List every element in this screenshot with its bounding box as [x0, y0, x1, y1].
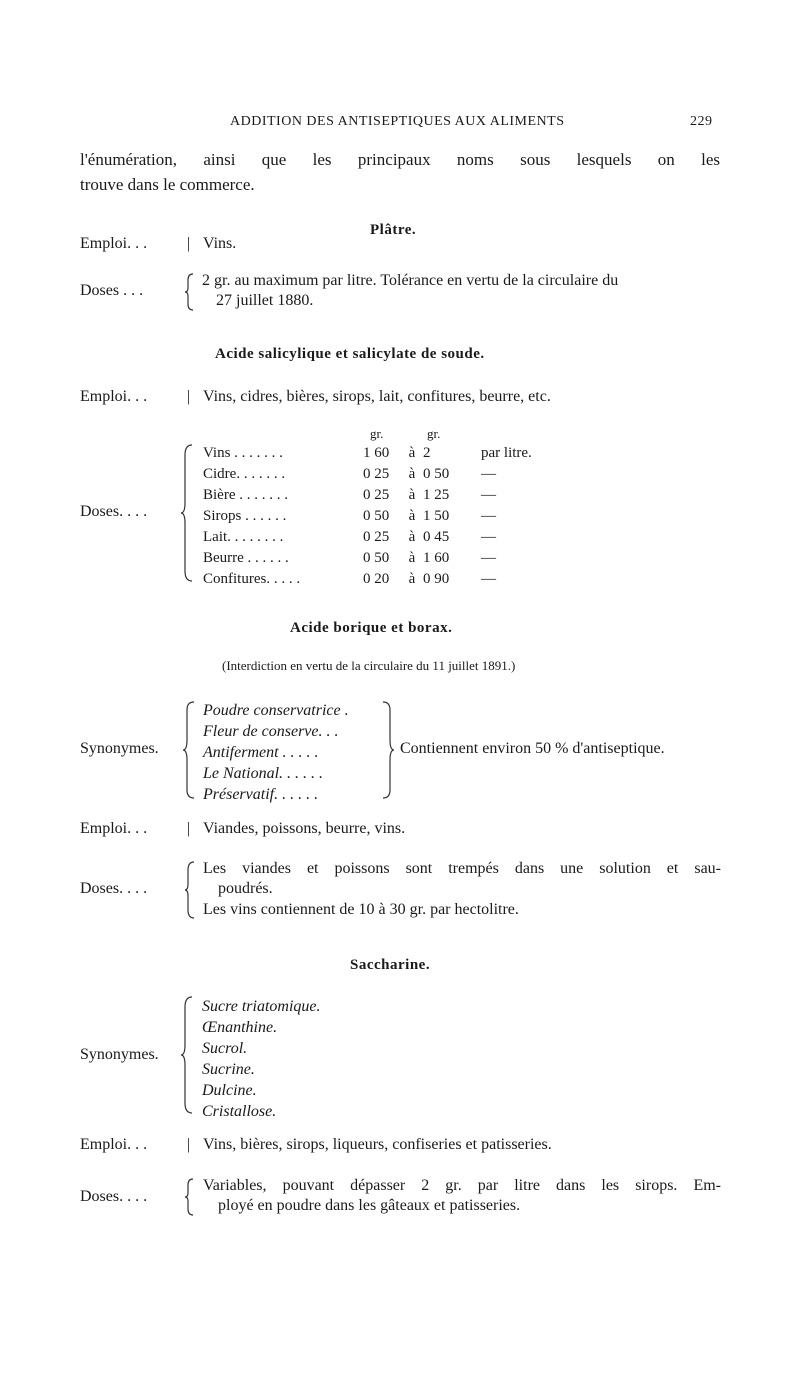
row-max: 0 50 — [423, 466, 450, 482]
synonyme-item: Le National. . . . . . — [203, 765, 324, 782]
row-min: 0 50 — [363, 550, 390, 566]
row-max: 0 90 — [423, 571, 450, 587]
synonyme-item: Sucrine. — [202, 1061, 255, 1078]
doses-table-row — [203, 527, 532, 548]
doses-table-row — [203, 443, 532, 464]
separator-bar: | — [187, 1136, 191, 1153]
synonyme-item: Sucre triatomique. — [202, 998, 321, 1015]
platre-doses-line-1: 2 gr. au maximum par litre. Tolérance en vertu de la circulaire du — [202, 272, 619, 289]
row-max: 1 50 — [423, 508, 450, 524]
row-max: 1 60 — [423, 550, 450, 566]
borique-doses-line-1: Les viandes et poissons sont trempés dans une solution et sau- — [203, 860, 721, 877]
row-name: Bière . . . . . . . — [203, 487, 288, 503]
brace-icon — [184, 860, 196, 920]
closing-brace-icon — [381, 700, 395, 800]
saccharine-synonymes-label: Synonymes. — [80, 1046, 159, 1063]
borique-doses-label: Doses. . . . — [80, 880, 148, 897]
borique-synonymes-label: Synonymes. — [80, 740, 159, 757]
doses-table — [203, 443, 532, 590]
synonyme-item: Préservatif. . . . . . — [203, 786, 319, 803]
separator-bar: | — [187, 388, 191, 405]
row-min: 0 20 — [363, 571, 390, 587]
row-suffix: — — [481, 550, 496, 566]
doses-table-row — [203, 485, 532, 506]
separator-bar: | — [187, 820, 191, 837]
row-min: 1 60 — [363, 445, 390, 461]
row-suffix: — — [481, 466, 496, 482]
row-name: Cidre. . . . . . . — [203, 466, 286, 482]
row-name: Vins . . . . . . . — [203, 445, 283, 461]
salicylique-doses-label: Doses. . . . — [80, 503, 148, 520]
row-min: 0 25 — [363, 529, 390, 545]
running-title: ADDITION DES ANTISEPTIQUES AUX ALIMENTS — [230, 114, 565, 129]
row-min: 0 25 — [363, 466, 390, 482]
platre-emploi-label: Emploi. . . — [80, 235, 148, 252]
salicylique-emploi-text: Vins, cidres, bières, sirops, lait, confitures, beurre, etc. — [203, 388, 551, 405]
row-name: Confitures. . . . . — [203, 571, 301, 587]
row-name: Beurre . . . . . . — [203, 550, 289, 566]
borique-doses-line-2: poudrés. — [218, 880, 273, 897]
borique-subtitle: (Interdiction en vertu de la circulaire du 11 juillet 1891.) — [222, 658, 516, 673]
doses-table-row — [203, 506, 532, 527]
doses-table-row — [203, 569, 532, 590]
row-max: 2 — [423, 445, 431, 461]
row-a: à — [408, 508, 416, 524]
row-suffix: par litre. — [481, 445, 532, 461]
row-suffix: — — [481, 571, 496, 587]
brace-icon — [182, 700, 196, 800]
borique-emploi-text: Viandes, poissons, beurre, vins. — [203, 820, 406, 837]
row-a: à — [408, 550, 416, 566]
brace-icon — [180, 995, 194, 1115]
intro-line-2: trouve dans le commerce. — [80, 175, 255, 194]
unit-header-max: gr. — [427, 426, 441, 441]
row-min: 0 50 — [363, 508, 390, 524]
section-title-salicylique: Acide salicylique et salicylate de soude. — [215, 346, 485, 362]
saccharine-doses-line-1: Variables, pouvant dépasser 2 gr. par litre dans les sirops. Em- — [203, 1177, 721, 1194]
row-min: 0 25 — [363, 487, 390, 503]
borique-synonymes-note: Contiennent environ 50 % d'antiseptique. — [400, 740, 665, 757]
saccharine-doses-line-2: ployé en poudre dans les gâteaux et patisseries. — [218, 1197, 521, 1214]
row-a: à — [408, 466, 416, 482]
row-a: à — [408, 529, 416, 545]
synonyme-item: Dulcine. — [202, 1082, 257, 1099]
borique-synonymes-list — [203, 700, 349, 805]
saccharine-emploi-text: Vins, bières, sirops, liqueurs, confiseries et patisseries. — [203, 1136, 552, 1153]
row-suffix: — — [481, 508, 496, 524]
row-name: Lait. . . . . . . . — [203, 529, 284, 545]
saccharine-emploi-label: Emploi. . . — [80, 1136, 148, 1153]
doses-table-row — [203, 464, 532, 485]
row-a: à — [408, 445, 416, 461]
page-number: 229 — [690, 114, 713, 129]
borique-doses-line-3: Les vins contiennent de 10 à 30 gr. par hectolitre. — [203, 901, 519, 918]
section-title-saccharine: Saccharine. — [350, 957, 431, 973]
brace-icon — [180, 443, 194, 583]
row-suffix: — — [481, 487, 496, 503]
row-name: Sirops . . . . . . — [203, 508, 287, 524]
platre-doses-label: Doses . . . — [80, 282, 144, 299]
doses-table-row — [203, 548, 532, 569]
separator-bar: | — [187, 235, 191, 252]
platre-emploi-text: Vins. — [203, 235, 237, 252]
unit-header-min: gr. — [370, 426, 384, 441]
section-title-platre: Plâtre. — [370, 222, 417, 238]
row-max: 0 45 — [423, 529, 450, 545]
section-title-borique: Acide borique et borax. — [290, 620, 453, 636]
borique-emploi-label: Emploi. . . — [80, 820, 148, 837]
synonyme-item: Poudre conservatrice . — [203, 702, 349, 719]
row-a: à — [408, 571, 416, 587]
synonyme-item: Œnanthine. — [202, 1019, 278, 1036]
intro-line-1: l'énumération, ainsi que les principaux noms sous lesquels on les — [80, 150, 720, 169]
row-a: à — [408, 487, 416, 503]
row-max: 1 25 — [423, 487, 450, 503]
row-suffix: — — [481, 529, 496, 545]
brace-icon — [184, 1177, 196, 1217]
synonyme-item: Sucrol. — [202, 1040, 248, 1057]
saccharine-synonymes-list — [202, 996, 321, 1122]
salicylique-emploi-label: Emploi. . . — [80, 388, 148, 405]
synonyme-item: Antiferment . . . . . — [203, 744, 319, 761]
synonyme-item: Cristallose. — [202, 1103, 277, 1120]
brace-icon — [184, 272, 196, 312]
synonyme-item: Fleur de conserve. . . — [203, 723, 339, 740]
saccharine-doses-label: Doses. . . . — [80, 1188, 148, 1205]
platre-doses-line-2: 27 juillet 1880. — [216, 292, 314, 309]
